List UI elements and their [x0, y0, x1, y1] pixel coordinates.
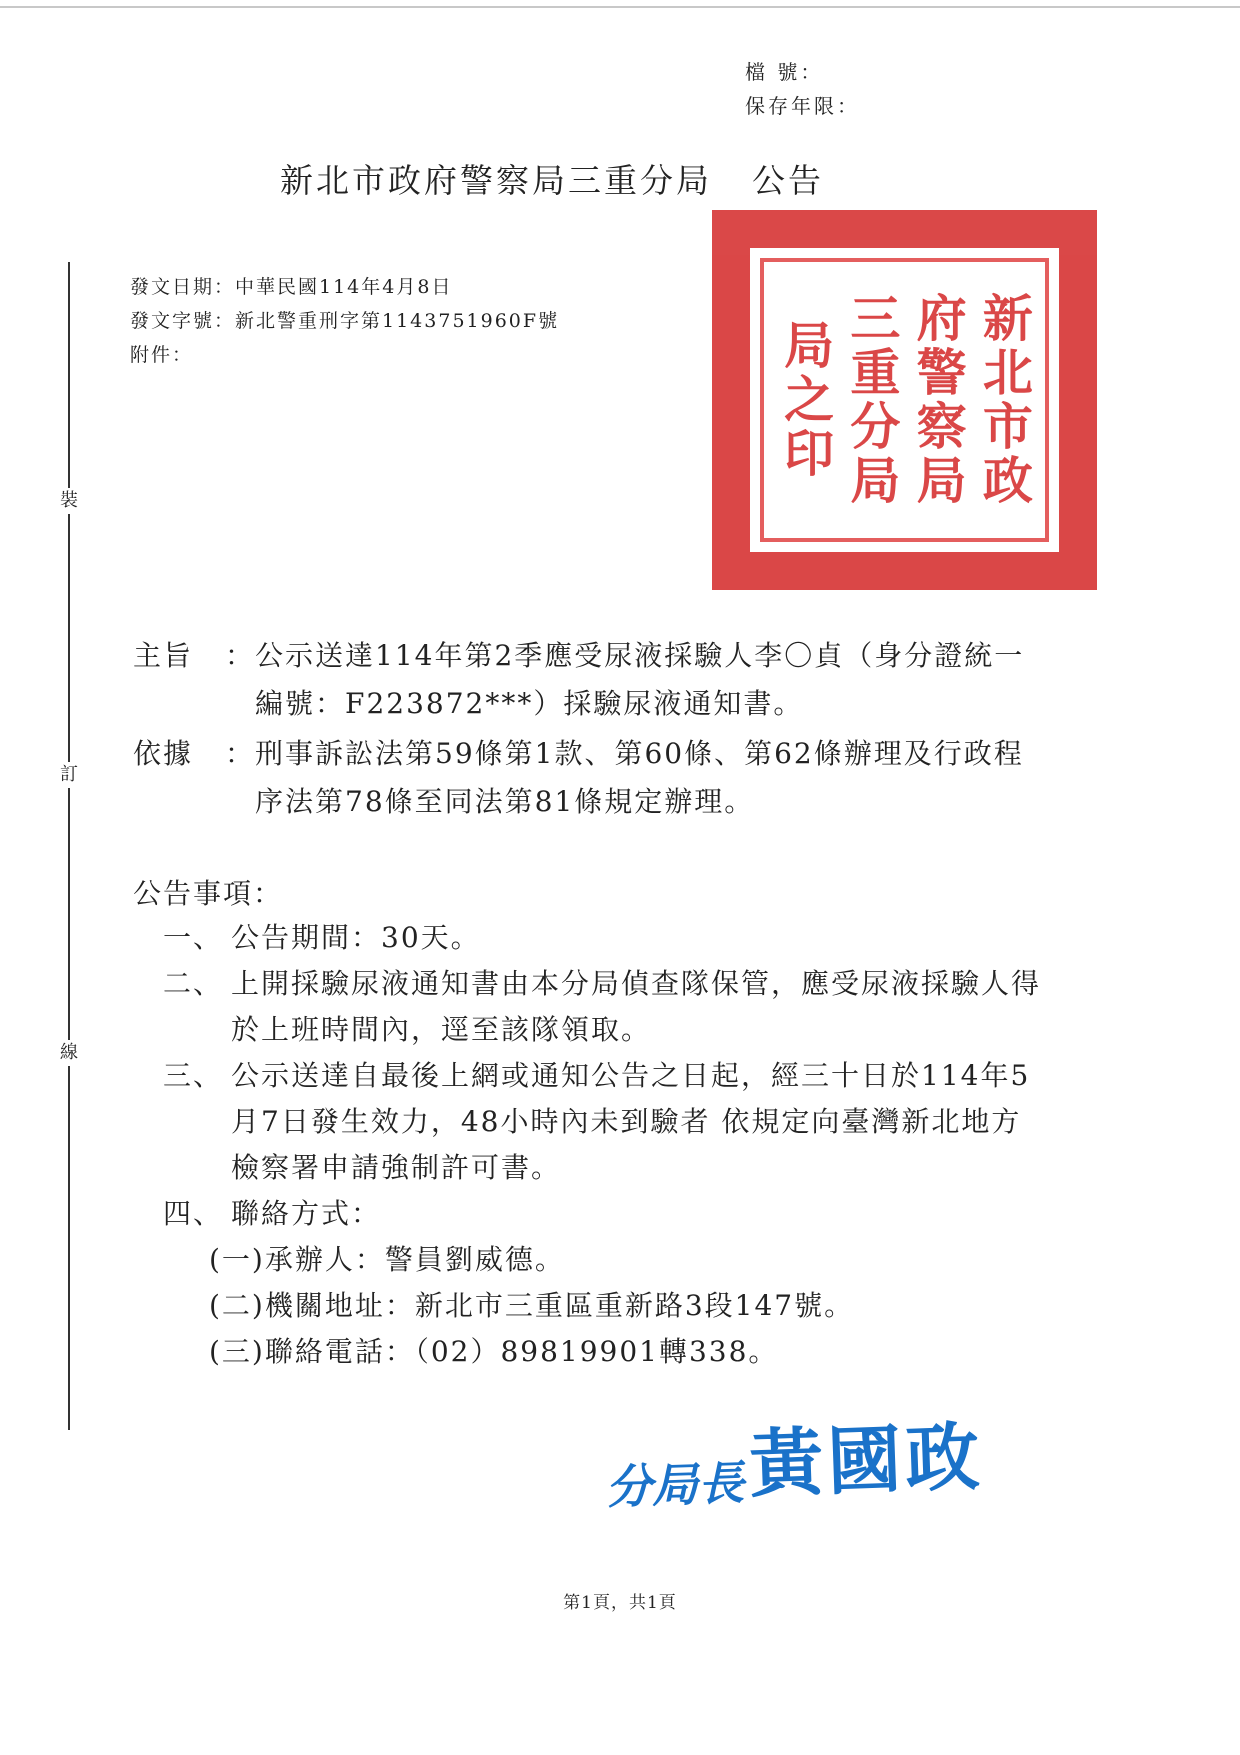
notice-item [163, 1191, 1043, 1237]
contact-phone: (三)聯絡電話：（02）89819901轉338。 [209, 1335, 779, 1368]
subject-colon: ： [225, 639, 256, 672]
page-title [280, 155, 824, 202]
document-info [130, 270, 559, 372]
notice-item-text: 聯絡方式： [231, 1197, 382, 1230]
reference-number: 發文字號：新北警重刑字第1143751960F號 [130, 310, 560, 332]
notice-item-number: 三、 [163, 1059, 224, 1092]
contact-list [163, 1237, 1043, 1375]
notice-item-text: 上開採驗尿液通知書由本分局偵查隊保管，應受尿液採驗人得於上班時間內，逕至該隊領取。 [231, 967, 1042, 1046]
notice-item-number: 一、 [163, 921, 224, 954]
document-type: 公告 [752, 161, 824, 200]
official-seal-stamp [712, 210, 1097, 590]
attachment-label: 附件： [130, 344, 194, 366]
binding-line [68, 262, 70, 1430]
signatory-name: 黃國政 [747, 1414, 985, 1509]
retention-period-label: 保存年限： [745, 94, 860, 118]
notice-item-number: 二、 [163, 967, 224, 1000]
notice-item-text: 公示送達自最後上網或通知公告之日起，經三十日於114年5月7日發生效力，48小時內未到驗者 依規定向臺灣新北地方檢察署申請強制許可書。 [231, 1059, 1031, 1184]
main-body [133, 632, 1053, 828]
notice-item-text: 公告期間：30天。 [231, 921, 481, 954]
notice-heading: 公告事項： [133, 877, 284, 910]
contact-address: (二)機關地址：新北市三重區重新路3段147號。 [209, 1289, 855, 1322]
seal-text-column: 新北市政 [974, 292, 1034, 508]
notice-item [163, 961, 1043, 1053]
agency-name: 新北市政府警察局三重分局 [280, 161, 712, 200]
file-number-label: 檔 號： [745, 60, 824, 84]
notice-item [163, 915, 1043, 961]
seal-text-column: 府警察局 [908, 292, 968, 508]
binding-mark-staple: 訂 [56, 762, 82, 788]
page-number: 第1頁，共1頁 [563, 1593, 677, 1613]
basis-label: 依據 [133, 737, 194, 770]
signatory-title: 分局長 [605, 1455, 745, 1515]
seal-inner-frame [760, 258, 1049, 542]
issue-date: 發文日期：中華民國114年4月8日 [130, 276, 453, 298]
notice-item-number: 四、 [163, 1197, 224, 1230]
basis-text: 刑事訴訟法第59條第1款、第60條、第62條辦理及行政程序法第78條至同法第81條規定辦理。 [255, 737, 1024, 818]
scan-top-edge [0, 6, 1240, 8]
basis-colon: ： [225, 737, 256, 770]
notice-item [163, 1053, 1043, 1191]
file-meta [745, 55, 860, 123]
subject-block [133, 632, 1053, 728]
binding-mark-bind: 裝 [56, 488, 82, 514]
seal-text-column: 局之印 [776, 319, 836, 481]
subject-label: 主旨 [133, 639, 194, 672]
notice-list [163, 915, 1043, 1375]
signature-stamp [603, 1393, 1027, 1518]
seal-text-column: 三重分局 [842, 292, 902, 508]
subject-text: 公示送達114年第2季應受尿液採驗人李〇貞（身分證統一編號：F223872***）採驗尿液通知書。 [255, 639, 1025, 720]
basis-block [133, 730, 1053, 826]
binding-mark-line: 線 [56, 1040, 82, 1066]
contact-handler: (一)承辦人：警員劉威德。 [209, 1243, 565, 1276]
